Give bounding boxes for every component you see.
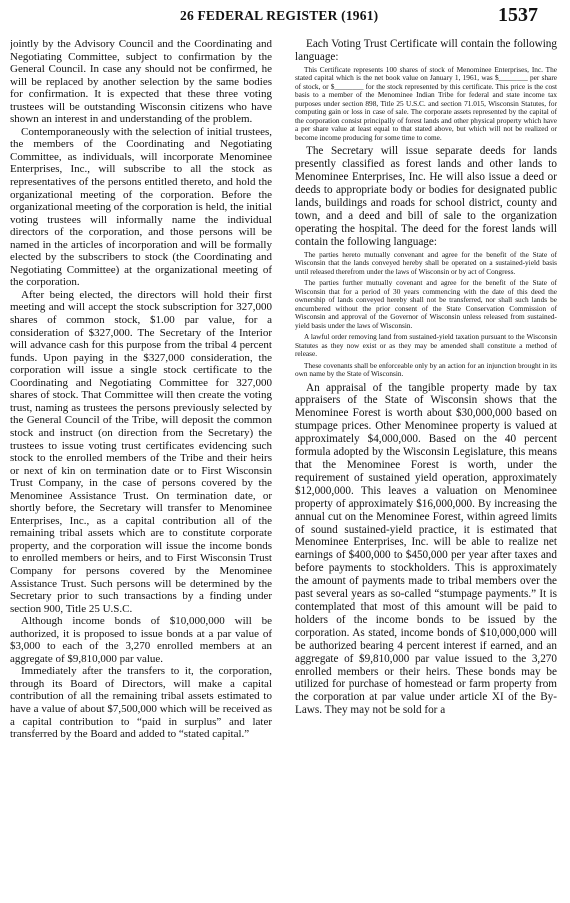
paragraph: After being elected, the directors will hold their first meeting and will accept the stock subscription for 327,000 shares of common stock, $1.00 par value, for a consideration of $327,000. The Secretary of the Interior will advance cash for this purpose from the tribal 4 percent funds. Upon paying in the $327,000 consideration, the corporation will issue a single stock certificate to the Coordinating and Negotiating Committee for 327,000 shares of stock. That Committee will then create the voting trust, naming as trustees the persons previously selected by the General Council of the Tribe, will deposit the common stock and instruct (on direction from the Secretary) the trustees to issue voting trust certificates evidencing such stock to the enrolled members of the Tribe and their heirs or next of kin on termination date or to First Wisconsin Trust Company, in the case of persons covered by the Menominee Assistance Trust. On termination date, or shortly before, the Secretary will transfer to Menominee Enterprises, Inc., as a capital contribution all of the remaining tribal assets which are to constitute corporate property, and the corporation will issue the income bonds to enrolled members or heirs, and to First Wisconsin Trust Company for persons covered by the Menominee Assistance Trust. Such persons will be determined by the Secretary prior to such transactions by a finding under section 900, Title 25 U.S.C.	[10, 288, 272, 615]
paragraph: Although income bonds of $10,000,000 will be authorized, it is proposed to issue bonds at a par value of $3,000 to each of the 3,270 enrolled members at an aggregate of $9,810,000 par value.	[10, 615, 272, 665]
quoted-deed-text: The parties further mutually covenant and agree for the benefit of the State of Wisconsin that for a period of 30 years commencing with the date of this deed the ownership of lands conveyed hereby shall not be transferred, nor shall such lands be encumbered without the prior consent of the State Conservation Commission of Wisconsin and approval of the Governor of Wisconsin unless released from sustained-yield basis under the laws of Wisconsin.	[295, 278, 557, 330]
page-number: 1537	[498, 4, 538, 26]
paragraph: Immediately after the transfers to it, the corporation, through its Board of Directors, will make a capital contribution of all the remaining tribal assets estimated to have a value of about $7,500,000 which will be received as a capital contribution to “paid in surplus” and later transferred by the Board and added to “stated capital.”	[10, 665, 272, 741]
paragraph: Each Voting Trust Certificate will contain the following language:	[295, 38, 557, 63]
page-header	[0, 6, 570, 30]
paragraph: An appraisal of the tangible property made by tax appraisers of the State of Wisconsin shows that the Menominee Forest is worth about $30,000,000 based on stumpage prices. Other Menominee property is valued at approximately $4,000,000. Based on the 40 percent formula adopted by the Wisconsin Legislature, this means that the Menominee Forest is worth, under the requirement of sustained yield operation, approximately $12,000,000. This leaves a valuation on Menominee property of approximately $16,000,000. By increasing the annual cut on the Menominee Forest, within agreed limits of sound sustained-yield practice, it is estimated that Menominee Enterprises, Inc. will be able to realize net earnings of $400,000 to $450,000 per year after taxes and before payments to stockholders. This is approximately the amount of payments made to tribal members over the past several years as so-called “stumpage payments.” It is contemplated that most of this amount will be paid to holders of the income bonds to be issued by the corporation. As stated, income bonds of $10,000,000 will be authorized bearing 4 percent interest if earned, and an aggregate of $9,810,000 par value issued to the 3,270 enrolled members or their heirs. These bonds may be utilized for purchase of homestead or farm property from the corporation at par value under article XI of the By-Laws. They may not be sold for a	[295, 381, 557, 717]
quoted-certificate-text: This Certificate represents 100 shares of stock of Menominee Enterprises, Inc. The stated capital which is the net book value on January 1, 1961, was $________ per share of stock, or $________ for the stock represented by this certificate. This price is the cost basis to a member of the Menominee Indian Tribe for federal and state income tax purposes under section 898, Title 25 U.S.C. and section 71.015, Wisconsin Statutes, for computing gain or loss in case of sale. The corporate assets represented by the capital of the corporation consist principally of forest lands and other physical property which have a per share value at least equal to that stated above, but which will not be realized or become income producing for some time to come.	[295, 64, 557, 142]
paragraph: The Secretary will issue separate deeds for lands presently classified as forest lands and other lands to Menominee Enterprises, Inc. He will also issue a deed or deeds to appropriate body or bodies for designated public lands, buildings and roads for school district, county and town, and a deed and bill of sale to the organization operating the hospital. The deed for the forest lands will contain the following language:	[295, 145, 557, 248]
paragraph: Contemporaneously with the selection of initial trustees, the members of the Coordinating and Negotiating Committee, as individuals, will incorporate Menominee Enterprises, Inc., will subscribe to all the stock as representatives of the persons entitled thereto, and hold the organizational meeting of the corporation. Before the organizational meeting of the corporation is held, the initial voting trustees will informally name the individual directors of the corporation, and those persons will be named in the articles of incorporation and will be formally elected by the subscribers to stock (the Coordinating and Negotiating Committee) at the organizational meeting of the corporation.	[10, 125, 272, 289]
right-column	[295, 38, 557, 900]
paragraph: jointly by the Advisory Council and the Coordinating and Negotiating Committee, subject to confirmation by the General Council. In case any should not be confirmed, he will be replaced by another selection by the same bodies for confirmation. It is expected that these three voting trustees will be outstanding Wisconsin citizens who have shown an interest in and understanding of the problem.	[10, 38, 272, 126]
quoted-deed-text: A lawful order removing land from sustained-yield taxation pursuant to the Wisconsin Statutes as they now exist or as they may be amended shall constitute a method of release.	[295, 332, 557, 359]
quoted-deed-text: These covenants shall be enforceable only by an action for an injunction brought in its own name by the State of Wisconsin.	[295, 360, 557, 379]
left-column	[10, 38, 272, 900]
running-head: 26 FEDERAL REGISTER (1961)	[180, 8, 379, 23]
quoted-deed-text: The parties hereto mutually convenant and agree for the benefit of the State of Wisconsin that the lands conveyed hereby shall be operated on a sustained-yield basis until released therefrom under the laws of Wisconsin or by act of Congress.	[295, 249, 557, 276]
